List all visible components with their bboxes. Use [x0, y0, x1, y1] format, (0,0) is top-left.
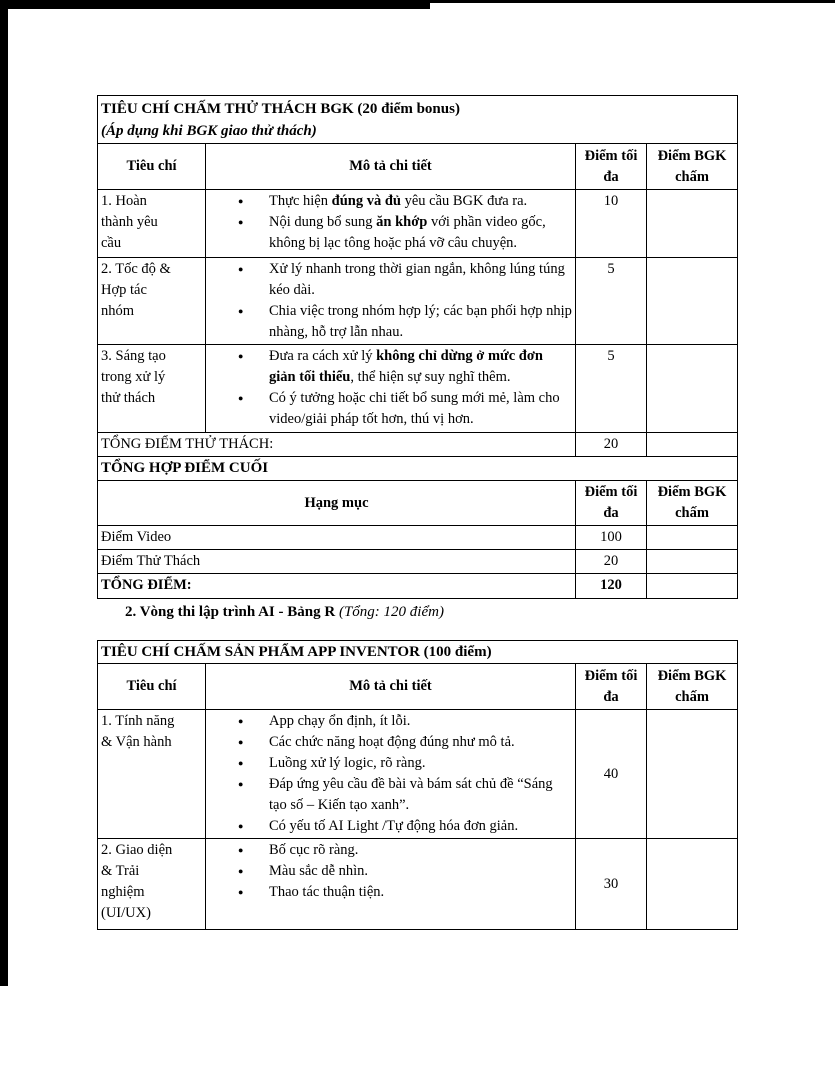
criteria-row — [98, 345, 738, 433]
text-run: Thao tác thuận tiện. — [269, 884, 385, 900]
text-run: Màu sắc dễ nhìn. — [269, 863, 369, 879]
text-run: Đưa ra cách xử lý — [269, 348, 377, 364]
bullet-icon: ● — [238, 264, 244, 274]
text-run: , thể hiện sự suy nghĩ thêm. — [350, 369, 511, 385]
summary-section-row — [98, 457, 738, 481]
bgk-score-cell — [647, 710, 738, 839]
bullet-icon: ● — [238, 351, 244, 361]
summary-label-cell: Điểm Video — [98, 526, 576, 550]
max-score-cell: 120 — [576, 574, 647, 599]
summary-row — [98, 526, 738, 550]
table1-title: TIÊU CHÍ CHẤM THỬ THÁCH BGK (20 điểm bonus) — [101, 100, 460, 117]
max-score-cell: 20 — [576, 433, 647, 457]
bullet-text — [269, 753, 573, 774]
bullet-icon: ● — [238, 306, 244, 316]
challenge-total-row — [98, 433, 738, 457]
criterion-cell: 2. Tốc độ & Hợp tác nhóm — [98, 258, 206, 345]
max-score-cell: 10 — [576, 190, 647, 258]
bgk-score-cell — [647, 258, 738, 345]
bold-run: ăn khớp — [376, 214, 428, 230]
bullet-icon: ● — [238, 845, 244, 855]
text-run: Nội dung bổ sung — [269, 214, 377, 230]
criteria-row — [98, 258, 738, 345]
bold-run: không chỉ dừng ở mức đơn giản tối thiểu — [269, 348, 543, 385]
bullet-item — [208, 816, 573, 837]
bgk-challenge-rubric-table — [97, 95, 738, 599]
bgk-score-cell — [647, 190, 738, 258]
criterion-cell: 2. Giao diện & Trải nghiệm (UI/UX) — [98, 839, 206, 930]
description-cell — [206, 839, 576, 930]
bullet-text — [269, 732, 573, 753]
bullet-text — [269, 840, 573, 861]
max-score-cell: 5 — [576, 258, 647, 345]
bullet-text — [269, 259, 573, 301]
bullet-icon: ● — [238, 821, 244, 831]
grand-total-label-cell: TỔNG ĐIỂM: — [98, 574, 576, 599]
bullet-item — [208, 732, 573, 753]
column-header: Tiêu chí — [98, 144, 206, 190]
table1-title-cell — [98, 96, 738, 144]
bgk-score-cell — [647, 433, 738, 457]
column-header: Điểm BGK chấm — [647, 144, 738, 190]
bgk-score-cell — [647, 839, 738, 930]
summary-header-row — [98, 481, 738, 526]
table2-title-row — [98, 641, 738, 664]
column-header: Điểm BGK chấm — [647, 664, 738, 710]
bullet-icon: ● — [238, 887, 244, 897]
bullet-text — [269, 346, 573, 388]
column-header: Tiêu chí — [98, 664, 206, 710]
text-run: Luồng xử lý logic, rõ ràng. — [269, 755, 426, 771]
bullet-text — [269, 816, 573, 837]
bullet-icon: ● — [238, 196, 244, 206]
bullet-icon: ● — [238, 779, 244, 789]
bullet-icon: ● — [238, 217, 244, 227]
max-score-cell: 40 — [576, 710, 647, 839]
column-header: Điểm BGK chấm — [647, 481, 738, 526]
bullet-text — [269, 774, 573, 816]
column-header: Hạng mục — [98, 481, 576, 526]
bullet-text — [269, 861, 573, 882]
text-run: Có yếu tố AI Light /Tự động hóa đơn giản. — [269, 818, 519, 834]
column-header: Mô tả chi tiết — [206, 144, 576, 190]
column-header: Điểm tối đa — [576, 664, 647, 710]
scan-edge-top-left — [0, 0, 430, 9]
rubric-header-row — [98, 144, 738, 190]
total-label-cell: TỔNG ĐIỂM THỬ THÁCH: — [98, 433, 576, 457]
bullet-item — [208, 711, 573, 732]
max-score-cell: 20 — [576, 550, 647, 574]
description-cell — [206, 258, 576, 345]
bullet-icon: ● — [238, 737, 244, 747]
bullet-icon: ● — [238, 866, 244, 876]
text-run: Có ý tưởng hoặc chi tiết bổ sung mới mẻ, làm cho video/giải pháp tốt hơn, thú vị hơn. — [269, 390, 560, 427]
bullet-item — [208, 212, 573, 254]
bgk-score-cell — [647, 526, 738, 550]
bgk-score-cell — [647, 345, 738, 433]
bullet-text — [269, 212, 573, 254]
text-run: Các chức năng hoạt động đúng như mô tả. — [269, 734, 515, 750]
bullet-text — [269, 301, 573, 343]
bullet-text — [269, 191, 573, 212]
bold-run: đúng và đủ — [331, 193, 401, 209]
bullet-item — [208, 388, 573, 430]
max-score-cell: 5 — [576, 345, 647, 433]
criterion-cell: 1. Tính năng & Vận hành — [98, 710, 206, 839]
table1-subtitle: (Áp dụng khi BGK giao thử thách) — [101, 122, 317, 139]
description-cell — [206, 345, 576, 433]
bullet-item — [208, 840, 573, 861]
app-inventor-rubric-table — [97, 640, 738, 930]
column-header: Điểm tối đa — [576, 481, 647, 526]
bullet-icon: ● — [238, 758, 244, 768]
section-2-heading — [125, 602, 444, 623]
bullet-icon: ● — [238, 393, 244, 403]
bullet-item — [208, 346, 573, 388]
text-run: với phần video gốc, không bị lạc tông hoặc phá vỡ câu chuyện. — [269, 214, 546, 251]
max-score-cell: 30 — [576, 839, 647, 930]
bullet-item — [208, 861, 573, 882]
grand-total-row — [98, 574, 738, 599]
summary-section-title: TỔNG HỢP ĐIỂM CUỐI — [98, 457, 738, 481]
text-run: Thực hiện — [269, 193, 332, 209]
text-run: Bố cục rõ ràng. — [269, 842, 359, 858]
bullet-item — [208, 753, 573, 774]
criterion-cell: 3. Sáng tạo trong xử lý thử thách — [98, 345, 206, 433]
summary-row — [98, 550, 738, 574]
text-run: yêu cầu BGK đưa ra. — [400, 193, 528, 209]
bullet-icon: ● — [238, 716, 244, 726]
description-cell — [206, 190, 576, 258]
bullet-text — [269, 711, 573, 732]
bgk-score-cell — [647, 550, 738, 574]
rubric-header-row — [98, 664, 738, 710]
criteria-row — [98, 839, 738, 930]
max-score-cell: 100 — [576, 526, 647, 550]
bullet-item — [208, 774, 573, 816]
text-run: Chia việc trong nhóm hợp lý; các bạn phối hợp nhịp nhàng, hỗ trợ lẫn nhau. — [269, 303, 572, 340]
description-cell — [206, 710, 576, 839]
criterion-cell: 1. Hoàn thành yêu cầu — [98, 190, 206, 258]
text-run: Xử lý nhanh trong thời gian ngắn, không lúng túng kéo dài. — [269, 261, 565, 298]
text-run: Đáp ứng yêu cầu đề bài và bám sát chủ đề “Sáng tạo số – Kiến tạo xanh”. — [269, 776, 553, 813]
text-run: App chạy ổn định, ít lỗi. — [269, 713, 411, 729]
bullet-item — [208, 191, 573, 212]
bullet-item — [208, 259, 573, 301]
section-2-heading-italic: (Tổng: 120 điểm) — [335, 604, 444, 620]
table2-title: TIÊU CHÍ CHẤM SẢN PHẨM APP INVENTOR (100 điểm) — [101, 644, 492, 660]
criteria-row — [98, 190, 738, 258]
bullet-text — [269, 388, 573, 430]
bullet-item — [208, 882, 573, 903]
bgk-score-cell — [647, 574, 738, 599]
scan-edge-left — [0, 0, 8, 986]
table2-title-cell — [98, 641, 738, 664]
column-header: Điểm tối đa — [576, 144, 647, 190]
section-2-heading-bold: 2. Vòng thi lập trình AI - Bảng R — [125, 604, 336, 620]
column-header: Mô tả chi tiết — [206, 664, 576, 710]
criteria-row — [98, 710, 738, 839]
summary-label-cell: Điểm Thử Thách — [98, 550, 576, 574]
bullet-text — [269, 882, 573, 903]
table1-title-row — [98, 96, 738, 144]
bullet-item — [208, 301, 573, 343]
